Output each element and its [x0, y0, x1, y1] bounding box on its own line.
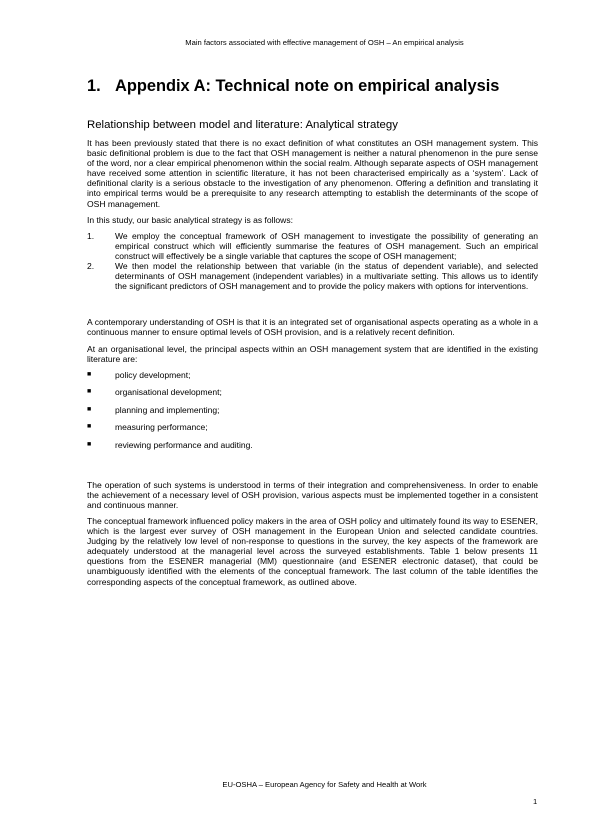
page-footer: EU-OSHA – European Agency for Safety and Health at Work — [222, 780, 427, 789]
step-number: 1. — [87, 230, 95, 241]
list-item — [87, 370, 538, 388]
appendix-heading — [87, 76, 547, 96]
heading-number: 1. — [87, 77, 101, 95]
page-number: 1 — [533, 797, 538, 806]
paragraph-contemporary: A contemporary understanding of OSH is that it is an integrated set of organisational aspects operating as a whole in a continuous manner to ensure optimal levels of OSH provision, and is a relatively recent definition. — [87, 317, 538, 338]
paragraph-organisational: At an organisational level, the principal aspects within an OSH management system that are identified in the existing literature are: — [87, 343, 538, 364]
step-text: We then model the relationship between that variable (in the status of dependent variable), and selected determinants of OSH management (independent variables) in a multivariate setting. This allows us to identify the significant predictors of OSH management and to provide the policy makers with options for interventions. — [115, 261, 538, 292]
paragraph-operation: The operation of such systems is understood in terms of their integration and comprehensiveness. In order to enable the achievement of a necessary level of OSH provision, various aspects must be implemented together in a consistent and continuous manner. — [87, 479, 538, 510]
bullet-icon: ■ — [87, 370, 92, 378]
section-title: Relationship between model and literature: Analytical strategy — [87, 119, 398, 131]
paragraph-framework: The conceptual framework influenced policy makers in the area of OSH policy and ultimately found its way to ESENER, which is the largest ever survey of OSH management in the European Union and selected candidate countries. Judging by the relatively low level of non-response to questions in the survey, the key aspects of the framework are adequately understood at the managerial level across the surveyed establishments. Table 1 below presents 11 questions from the ESENER managerial (MM) questionnaire (and ESENER electronic dataset), that could be unambiguously identified with the elements of the conceptual framework. The last column of the table identifies the corresponding aspects of the conceptual framework, as outlined above. — [87, 515, 538, 587]
bullet-icon: ■ — [87, 441, 92, 449]
list-item — [87, 405, 538, 423]
heading-title: Appendix A: Technical note on empirical analysis — [115, 77, 500, 95]
paragraph-strategy-intro: In this study, our basic analytical strategy is as follows: — [87, 214, 294, 225]
list-item — [87, 440, 538, 458]
list-item-text: policy development; — [115, 369, 191, 380]
bullet-icon: ■ — [87, 405, 92, 413]
list-item-text: organisational development; — [115, 387, 222, 398]
list-item-text: planning and implementing; — [115, 404, 220, 415]
strategy-steps — [87, 231, 538, 292]
strategy-step — [87, 261, 538, 291]
step-number: 2. — [87, 261, 95, 272]
list-item-text: reviewing performance and auditing. — [115, 440, 253, 451]
list-item — [87, 387, 538, 405]
list-item — [87, 422, 538, 440]
running-header: Main factors associated with effective management of OSH – An empirical analysis — [185, 38, 464, 47]
strategy-step — [87, 231, 538, 261]
main-content — [87, 118, 538, 593]
step-text: We employ the conceptual framework of OSH management to investigate the possibility of generating an empirical construct which will efficiently summarise the features of OSH management. Such an empirical construct will effectively be a single variable that captures the scope of OSH management; — [115, 230, 538, 261]
bullet-icon: ■ — [87, 423, 92, 431]
list-item-text: measuring performance; — [115, 422, 208, 433]
bullet-icon: ■ — [87, 388, 92, 396]
paragraph-definition: It has been previously stated that there is no exact definition of what constitutes an OSH management system. This basic definitional problem is due to the fact that OSH management is neither a natural phenomenon in the pure sense of the word, nor a clear empirical phenomenon within the social realm. Although separate aspects of OSH management have received some attention in scientific literature, it has not been characterised empirically as a ‘system’. Lack of definitional clarity is a serious obstacle to the investigation of any phenomenon. Offering a definition and translating it into empirical terms would be a prerequisite to any research attempting to establish the determinants of the scope of OSH management. — [87, 138, 538, 209]
aspects-list — [87, 370, 538, 458]
